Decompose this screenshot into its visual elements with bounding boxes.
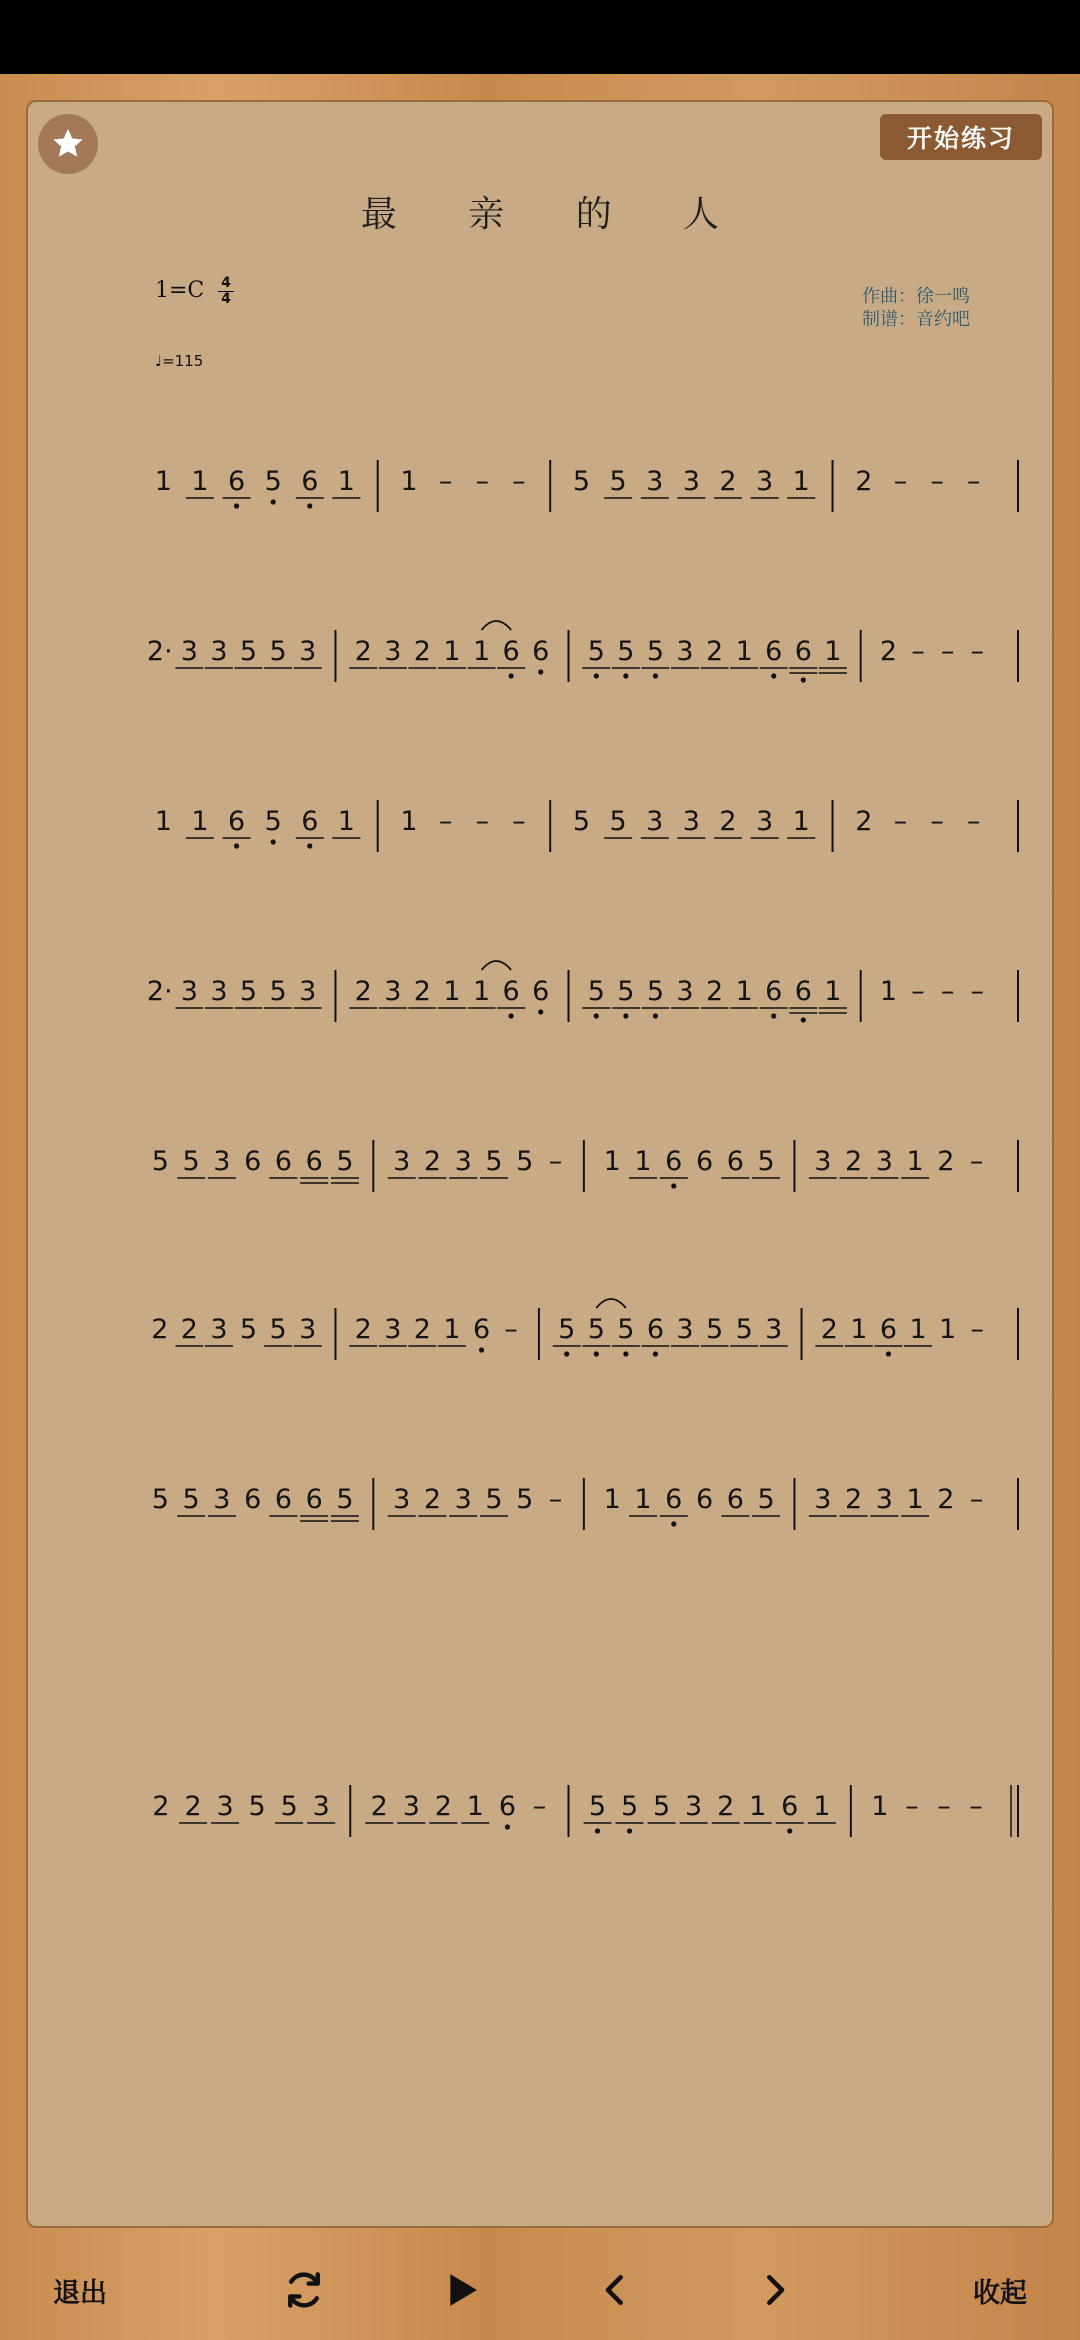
note: 1 [792,466,810,497]
start-practice-button[interactable]: 开始练习 [880,114,1042,160]
lower-octave-dot [653,673,658,678]
song-title: 最 亲 的 人 [360,194,750,235]
note: 3 [299,976,317,1007]
note: 6 [301,806,319,837]
note: 6 [726,1146,744,1177]
sustain-dash: – [911,976,925,1007]
note: 5 [617,1314,635,1345]
lower-octave-dot [671,1183,676,1188]
sustain-dash: – [940,976,955,1007]
lower-octave-dot [886,1351,891,1356]
repeat-icon [282,2268,326,2312]
note: 1 [735,636,753,667]
lower-octave-dot [801,1017,806,1022]
note: 6 [765,976,783,1007]
note: 1 [337,466,355,497]
note: 6 [274,1484,293,1515]
lower-octave-dot [307,503,312,508]
chevron-right-icon [758,2270,792,2310]
sustain-dash: – [512,806,526,837]
lower-octave-dot [594,673,599,678]
lower-octave-dot [653,1013,658,1018]
note: 5 [336,1484,354,1515]
note: 2· [146,636,173,667]
note: 3 [393,1484,411,1515]
sustain-dash: – [548,1484,563,1515]
note: 2 [180,1314,198,1345]
note: 6 [227,466,246,497]
note: 3 [213,1484,231,1515]
note: 2 [413,976,431,1007]
lower-octave-dot [623,1013,628,1018]
note: 1 [749,1791,767,1822]
note: 2 [855,806,873,837]
note: 5 [646,976,665,1007]
lower-octave-dot [564,1351,569,1356]
note: 3 [384,636,402,667]
note: 1 [634,1484,652,1515]
play-button[interactable] [422,2240,502,2340]
lower-octave-dot [505,1824,510,1829]
lower-octave-dot [787,1828,792,1833]
note: 5 [587,976,605,1007]
note: 2 [434,1791,452,1822]
note: 6 [665,1484,683,1515]
note: 5 [735,1314,753,1345]
note: 2 [354,976,372,1007]
lower-octave-dot [234,503,239,508]
note: 3 [216,1791,234,1822]
note: 2 [855,466,873,497]
note: 6 [244,1146,262,1177]
note: 5 [572,466,591,497]
sustain-dash: – [970,636,984,667]
note: 2 [423,1146,442,1177]
note: 5 [653,1791,671,1822]
note: 5 [757,1484,775,1515]
note: 5 [757,1146,775,1177]
tie-arc [482,621,512,630]
note: 3 [299,636,317,667]
note: 3 [454,1484,472,1515]
lower-octave-dot [594,1013,599,1018]
note: 2 [706,636,724,667]
note: 5 [617,976,635,1007]
note: 5 [646,636,665,667]
note: 3 [646,806,664,837]
note: 5 [269,636,287,667]
note: 3 [210,976,228,1007]
note: 2 [152,1791,170,1822]
lower-octave-dot [623,1351,628,1356]
lower-octave-dot [653,1351,658,1356]
note: 1 [603,1484,621,1515]
sustain-dash: – [512,466,526,497]
note: 5 [239,1314,258,1345]
note: 5 [572,806,591,837]
note: 3 [384,976,402,1007]
note: 6 [305,1484,323,1515]
note: 2 [423,1484,442,1515]
note: 1 [472,976,491,1007]
lower-octave-dot [801,677,806,682]
note: 1 [603,1146,621,1177]
note: 2 [820,1314,838,1345]
note: 1 [634,1146,652,1177]
note: 3 [180,636,198,667]
note: 1 [824,976,842,1007]
note: 2 [719,466,737,497]
note: 3 [402,1791,420,1822]
sustain-dash: – [969,1791,983,1822]
note: 5 [182,1484,200,1515]
note: 6 [794,976,812,1007]
lower-octave-dot [271,499,276,504]
note: 6 [502,636,520,667]
note: 2 [151,1314,169,1345]
note: 3 [299,1314,317,1345]
note: 1 [443,1314,461,1345]
note: 3 [676,1314,694,1345]
note: 1 [939,1314,957,1345]
lower-octave-dot [307,843,312,848]
note: 5 [264,806,282,837]
sustain-dash: – [475,806,490,837]
note: 5 [336,1146,354,1177]
sustain-dash: – [905,1791,919,1822]
note: 3 [756,466,774,497]
note: 2 [184,1791,202,1822]
note: 3 [210,636,228,667]
note: 3 [682,466,700,497]
lower-octave-dot [671,1521,676,1526]
note: 6 [502,976,520,1007]
note: 2 [370,1791,388,1822]
note: 2 [937,1484,955,1515]
lower-octave-dot [627,1828,632,1833]
note: 2 [844,1484,863,1515]
note: 1 [337,806,355,837]
lower-octave-dot [594,1351,599,1356]
note: 2 [937,1146,955,1177]
exit-label: 退出 [53,2277,107,2309]
note: 5 [151,1484,169,1515]
note: 3 [765,1314,783,1345]
note: 1 [443,636,461,667]
sustain-dash: – [548,1146,563,1177]
note: 6 [532,976,550,1007]
note: 5 [485,1484,503,1515]
note: 1 [850,1314,868,1345]
note: 5 [151,1146,169,1177]
note: 3 [213,1146,231,1177]
note: 1 [400,466,418,497]
note: 5 [239,976,258,1007]
note: 3 [875,1146,893,1177]
composer-credit: 作曲：徐一鸣 [862,286,970,307]
note: 6 [765,636,783,667]
sustain-dash: – [970,1314,984,1345]
chevron-left-icon [598,2270,632,2310]
note: 3 [676,976,694,1007]
arranger-credit: 制谱：音约吧 [862,309,970,330]
note: 3 [676,636,694,667]
lower-octave-dot [595,1828,600,1833]
note: 1 [735,976,753,1007]
note: 5 [182,1146,200,1177]
note: 2 [844,1146,863,1177]
note: 3 [685,1791,703,1822]
note: 6 [879,1314,898,1345]
note: 5 [609,806,627,837]
note: 6 [726,1484,744,1515]
lower-octave-dot [623,673,628,678]
note: 2 [719,806,737,837]
note: 5 [620,1791,639,1822]
note: 1 [871,1791,889,1822]
sustain-dash: – [969,1146,984,1177]
note: 5 [280,1791,298,1822]
note: 3 [682,806,700,837]
note: 6 [794,636,812,667]
note: 6 [274,1146,293,1177]
note: 6 [532,636,550,667]
note: 3 [210,1314,228,1345]
lower-octave-dot [771,673,776,678]
note: 3 [180,976,198,1007]
note: 2 [354,1314,372,1345]
note: 1 [879,976,898,1007]
note: 6 [301,466,319,497]
collapse-label: 收起 [973,2277,1027,2309]
sustain-dash: – [930,806,944,837]
lower-octave-dot [509,1013,514,1018]
note: 5 [516,1146,534,1177]
note: 1 [466,1791,484,1822]
sustain-dash: – [966,466,981,497]
previous-button[interactable] [580,2240,650,2340]
note: 1 [191,806,209,837]
note: 1 [824,636,842,667]
lower-octave-dot [234,843,239,848]
note: 1 [443,976,461,1007]
tempo-mark: ♩=115 [155,352,204,370]
time-signature-top: 4 [221,275,231,291]
note: 1 [813,1791,831,1822]
lower-octave-dot [538,669,543,674]
note: 1 [154,466,172,497]
note: 2 [413,636,431,667]
time-signature-bottom: 4 [221,291,231,307]
note: 5 [485,1146,503,1177]
note: 5 [609,466,627,497]
sustain-dash: – [970,976,984,1007]
loop-button[interactable] [264,2240,344,2340]
note: 3 [454,1146,472,1177]
note: 3 [312,1791,330,1822]
note: 1 [906,1146,924,1177]
note: 1 [792,806,810,837]
note: 6 [695,1484,714,1515]
note: 6 [781,1791,799,1822]
lower-octave-dot [271,839,276,844]
note: 3 [393,1146,411,1177]
tie-arc [482,961,512,970]
note: 1 [154,806,172,837]
note: 6 [646,1314,665,1345]
note: 5 [516,1484,534,1515]
next-button[interactable] [740,2240,810,2340]
note: 3 [756,806,774,837]
lower-octave-dot [509,673,514,678]
note: 3 [814,1146,832,1177]
note: 6 [227,806,246,837]
note: 5 [587,636,605,667]
sustain-dash: – [930,466,944,497]
note: 5 [248,1791,266,1822]
note: 1 [472,636,491,667]
collapse-button[interactable] [940,2240,1060,2340]
note: 3 [646,466,664,497]
note: 1 [909,1314,927,1345]
sustain-dash: – [438,466,453,497]
note: 2 [706,976,724,1007]
note: 2· [146,976,173,1007]
note: 1 [906,1484,924,1515]
note: 5 [264,466,282,497]
note: 6 [665,1146,683,1177]
sustain-dash: – [504,1314,518,1345]
note: 1 [400,806,418,837]
note: 6 [498,1791,517,1822]
sustain-dash: – [532,1791,547,1822]
lower-octave-dot [479,1347,484,1352]
note: 2 [413,1314,431,1345]
note: 3 [875,1484,893,1515]
note: 3 [384,1314,402,1345]
note: 2 [354,636,372,667]
sustain-dash: – [969,1484,984,1515]
sustain-dash: – [475,466,490,497]
sustain-dash: – [893,466,908,497]
note: 6 [244,1484,262,1515]
note: 2 [879,636,898,667]
exit-button[interactable] [20,2240,140,2340]
key-signature: 1=C [155,278,205,303]
note: 3 [814,1484,832,1515]
note: 6 [695,1146,714,1177]
note: 1 [191,466,209,497]
note: 5 [706,1314,724,1345]
play-icon [442,2270,482,2310]
lower-octave-dot [538,1009,543,1014]
sustain-dash: – [937,1791,951,1822]
note: 5 [558,1314,576,1345]
note: 2 [717,1791,735,1822]
note: 5 [269,976,287,1007]
note: 5 [587,1314,605,1345]
tie-arc [596,1299,626,1308]
note: 6 [305,1146,323,1177]
note: 5 [617,636,635,667]
lower-octave-dot [771,1013,776,1018]
note: 5 [588,1791,607,1822]
note: 5 [269,1314,287,1345]
sustain-dash: – [893,806,908,837]
note: 6 [472,1314,491,1345]
bottom-toolbar [0,2240,1080,2340]
sustain-dash: – [966,806,981,837]
note: 5 [239,636,258,667]
sustain-dash: – [940,636,955,667]
sustain-dash: – [438,806,453,837]
sustain-dash: – [911,636,925,667]
